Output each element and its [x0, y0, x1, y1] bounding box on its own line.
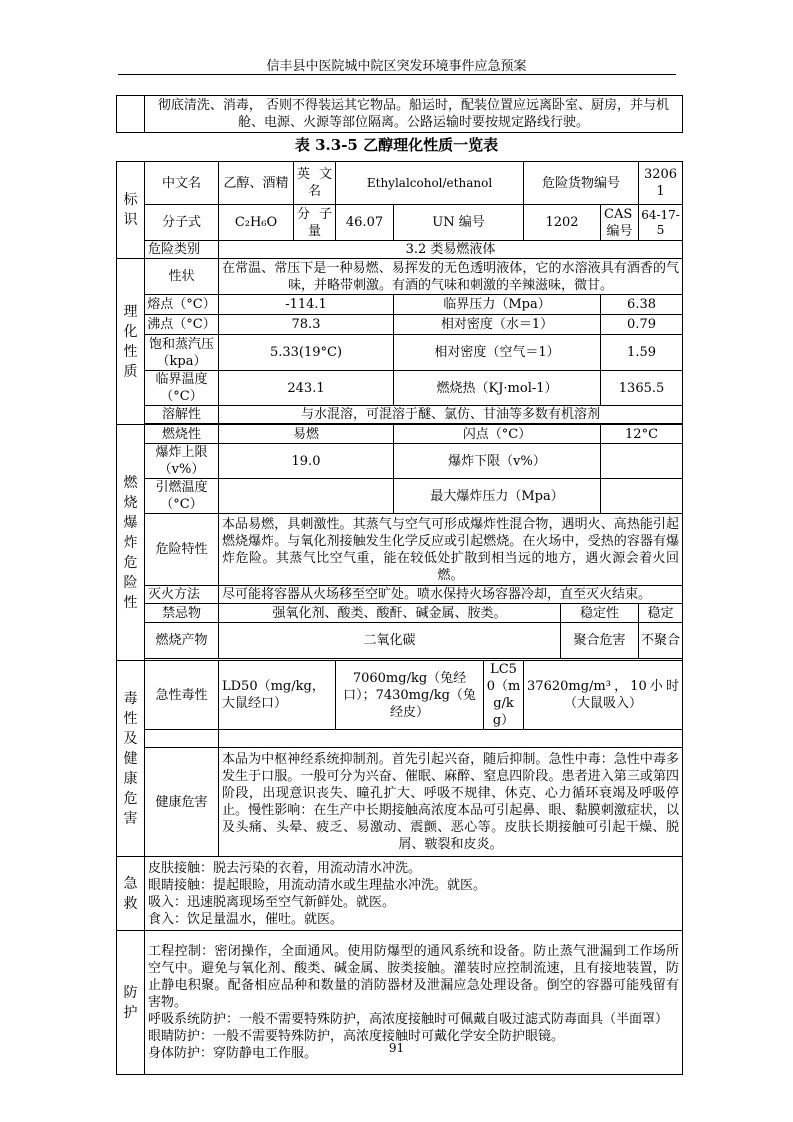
- table-row: [117, 623, 683, 659]
- un-value: 1202: [524, 205, 601, 241]
- lower-limit-label: 爆炸下限（v%）: [394, 444, 601, 479]
- category-identification: 标识: [117, 162, 145, 259]
- incompatible-value: 强氧化剂、酸类、酸酐、碱金属、胺类。: [219, 604, 561, 623]
- lower-limit-value: [601, 444, 683, 479]
- combustion-heat-value: 1365.5: [601, 371, 683, 406]
- header-rule: [118, 74, 676, 75]
- mw-label: 分子量: [294, 205, 336, 241]
- list-item: 皮肤接触：脱去污染的衣着，用流动清水冲洗。: [148, 860, 422, 876]
- rel-density-air-label: 相对密度（空气＝1）: [394, 335, 601, 371]
- table-row: [117, 241, 683, 259]
- running-header: 信丰县中医院城中院区突发环境事件应急预案: [266, 59, 527, 74]
- table-row: [117, 748, 683, 857]
- rel-density-water-value: 0.79: [601, 315, 683, 335]
- combustion-products-value: 二氧化碳: [219, 623, 561, 659]
- polymerization-value: 不聚合: [639, 623, 683, 659]
- table-row: [117, 162, 683, 205]
- stability-label: 稳定性: [561, 604, 639, 623]
- table-row: [117, 586, 683, 604]
- table-row: [117, 730, 683, 748]
- rel-density-water-label: 相对密度（水＝1）: [394, 315, 601, 335]
- first-aid-content: [145, 857, 683, 931]
- appearance-value: 在常温、常压下是一种易燃、易挥发的无色透明液体，它的水溶液具有酒香的气味，并略带刺激。有酒的气味和刺激的辛辣滋味，微甘。: [219, 259, 683, 295]
- formula-label: 分子式: [145, 205, 219, 241]
- continuation-table: [116, 95, 683, 133]
- incompatible-label: 禁忌物: [145, 604, 219, 623]
- ld50-value: 7060mg/kg（兔经口）；7430mg/kg（兔经皮）: [336, 661, 484, 730]
- en-name-value: Ethylalcohol/ethanol: [336, 162, 524, 205]
- formula-value: C₂H₆O: [219, 205, 294, 241]
- crit-pressure-label: 临界压力（Mpa）: [394, 295, 601, 315]
- hazard-class-label: 危险类别: [145, 241, 219, 259]
- toxicity-blank-cell: [219, 730, 683, 748]
- category-protection: 防护: [117, 931, 145, 1075]
- table-row: [117, 205, 683, 241]
- table-row: [117, 335, 683, 371]
- table-row: [117, 444, 683, 479]
- solubility-value: 与水混溶，可混溶于醚、氯仿、甘油等多数有机溶剂: [219, 406, 683, 424]
- cn-name-label: 中文名: [145, 162, 219, 205]
- en-name-label: 英文名: [294, 162, 336, 205]
- stability-value: 稳定: [639, 604, 683, 623]
- lc50-label: LC50（mg/kg）: [484, 661, 524, 730]
- list-item: 吸入：迅速脱离现场至空气新鲜处。就医。: [148, 894, 396, 910]
- boiling-value: 78.3: [219, 315, 394, 335]
- ignition-value: [219, 479, 394, 514]
- category-physical: 理化性质: [117, 259, 145, 425]
- crit-temp-value: 243.1: [219, 371, 394, 406]
- flammability-value: 易燃: [219, 425, 394, 444]
- table-caption: 表 3.3-5 乙醇理化性质一览表: [294, 136, 499, 154]
- health-hazard-label: 健康危害: [145, 748, 219, 857]
- dg-number-value: 32061: [639, 162, 683, 205]
- combustion-products-label: 燃烧产物: [145, 623, 219, 659]
- lc50-value: 37620mg/m³，10小时（大鼠吸入）: [524, 661, 683, 730]
- table-row: [117, 259, 683, 295]
- category-toxicity: 毒性及健康危害: [117, 661, 145, 857]
- dg-number-label: 危险货物编号: [524, 162, 639, 205]
- ethanol-properties-table: [116, 161, 683, 1075]
- acute-toxicity-label: 急性毒性: [145, 661, 219, 730]
- cn-name-value: 乙醇、酒精: [219, 162, 294, 205]
- max-pressure-value: [601, 479, 683, 514]
- table-row: [117, 661, 683, 730]
- flammability-label: 燃烧性: [145, 425, 219, 444]
- flash-label: 闪点（°C）: [394, 425, 601, 444]
- ld50-label: LD50（mg/kg，大鼠经口）: [219, 661, 336, 730]
- toxicity-blank-cell: [145, 730, 219, 748]
- table-row: [117, 315, 683, 335]
- category-first-aid: 急救: [117, 857, 145, 931]
- crit-pressure-value: 6.38: [601, 295, 683, 315]
- table-row: [117, 295, 683, 315]
- un-label: UN 编号: [394, 205, 524, 241]
- appearance-label: 性状: [145, 259, 219, 295]
- table-row: [117, 604, 683, 623]
- table-row: [117, 479, 683, 514]
- solubility-label: 溶解性: [145, 406, 219, 424]
- max-pressure-label: 最大爆炸压力（Mpa）: [394, 479, 601, 514]
- ignition-label: 引燃温度（°C）: [145, 479, 219, 514]
- list-item: 呼吸系统防护：一般不需要特殊防护，高浓度接触时可佩戴自吸过滤式防毒面具（半面罩）: [148, 1012, 669, 1027]
- category-fire: 燃烧爆炸危险性: [117, 425, 145, 661]
- table-row: [117, 514, 683, 586]
- list-item: 眼睛接触：提起眼睑，用流动清水或生理盐水冲洗。就医。: [148, 877, 487, 893]
- extinguish-value: 尽可能将容器从火场移至空旷处。喷水保持火场容器冷却，直至灭火结束。: [219, 586, 683, 604]
- list-item: 工程控制：密闭操作，全面通风。使用防爆型的通风系统和设备。防止蒸气泄漏到工作场所空气中。避免与氧化剂、酸类、碱金属、胺类接触。灌装时应控制流速，且有接地装置，防止静电积聚。配备相应品种和数量的消防器材及泄漏应急处理设备。倒空的容器可能残留有害物。: [148, 944, 680, 1010]
- melting-label: 熔点（°C）: [145, 295, 219, 315]
- table-row: [117, 96, 683, 133]
- boiling-label: 沸点（°C）: [145, 315, 219, 335]
- health-hazard-value: 本品为中枢神经系统抑制剂。首先引起兴奋，随后抑制。急性中毒：急性中毒多发生于口服。一般可分为兴奋、催眠、麻醉、窒息四阶段。患者进入第三或第四阶段，出现意识丧失、瞳孔扩大、呼吸不规律、休克、心力循环衰竭及呼吸停止。慢性影响：在生产中长期接触高浓度本品可引起鼻、眼、黏膜刺激症状，以及头痛、头晕、疲乏、易激动、震颤、恶心等。皮肤长期接触可引起干燥、脱屑、皲裂和皮炎。: [219, 748, 683, 857]
- cas-label: CAS 编号: [601, 205, 639, 241]
- vapor-pressure-value: 5.33(19°C): [219, 335, 394, 371]
- table-row: [117, 857, 683, 931]
- vapor-pressure-label: 饱和蒸汽压（kpa）: [145, 335, 219, 371]
- mw-value: 46.07: [336, 205, 394, 241]
- fire-hazard-label: 危险特性: [145, 514, 219, 586]
- crit-temp-label: 临界温度（°C）: [145, 371, 219, 406]
- table-row: [117, 406, 683, 424]
- continuation-text: 彻底清洗、消毒， 否则不得装运其它物品。船运时，配装位置应远离卧室、厨房，并与机舱、电源、火源等部位隔离。公路运输时要按规定路线行驶。: [145, 96, 683, 133]
- list-item: 眼睛防护：一般不需要特殊防护，高浓度接触时可戴化学安全防护眼镜。: [148, 1029, 565, 1044]
- upper-limit-value: 19.0: [219, 444, 394, 479]
- table-row: [117, 371, 683, 406]
- continuation-blank-cell: [117, 96, 145, 133]
- melting-value: -114.1: [219, 295, 394, 315]
- page-number: 91: [388, 1041, 405, 1055]
- cas-value: 64-17-5: [639, 205, 683, 241]
- list-item: 食入：饮足量温水，催吐。就医。: [148, 911, 344, 927]
- table-row: [117, 425, 683, 444]
- fire-hazard-value: 本品易燃，具刺激性。其蒸气与空气可形成爆炸性混合物，遇明火、高热能引起燃烧爆炸。与氧化剂接触发生化学反应或引起燃烧。在火场中，受热的容器有爆炸危险。其蒸气比空气重，能在较低处扩散到相当远的地方，遇火源会着火回燃。: [219, 514, 683, 586]
- extinguish-label: 灭火方法: [145, 586, 219, 604]
- list-item: 身体防护：穿防静电工作服。: [148, 1046, 318, 1061]
- combustion-heat-label: 燃烧热（KJ·mol-1）: [394, 371, 601, 406]
- hazard-class-value: 3.2 类易燃液体: [219, 241, 683, 259]
- rel-density-air-value: 1.59: [601, 335, 683, 371]
- polymerization-label: 聚合危害: [561, 623, 639, 659]
- upper-limit-label: 爆炸上限（v%）: [145, 444, 219, 479]
- flash-value: 12°C: [601, 425, 683, 444]
